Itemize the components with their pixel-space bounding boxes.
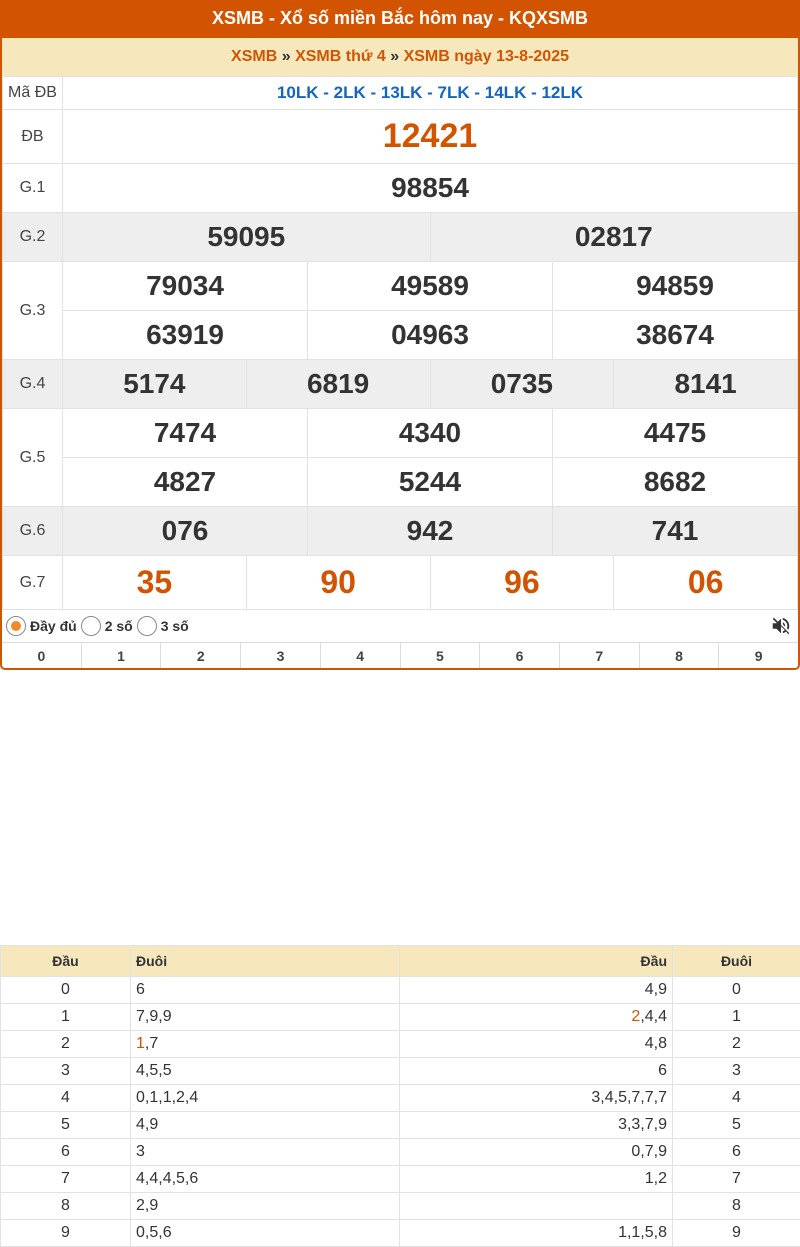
digit-filter-8[interactable]: 8 <box>640 643 720 669</box>
loto-head-values: 6 <box>658 1062 667 1079</box>
g1-label: G.1 <box>3 164 63 213</box>
g3-number: 49589 <box>308 262 553 311</box>
g5-number: 7474 <box>63 409 308 458</box>
loto-head-values: 4,9 <box>644 981 667 998</box>
table-row <box>1 1085 800 1112</box>
loto-header-duoi: Đuôi <box>673 946 800 977</box>
loto-digit: 5 <box>1 1112 131 1139</box>
g5-number: 4340 <box>308 409 553 458</box>
loto-digit: 5 <box>673 1112 800 1139</box>
loto-head-values: 4,8 <box>644 1035 667 1052</box>
g5-number: 4827 <box>63 458 308 507</box>
loto-digit: 7 <box>1 1166 131 1193</box>
loto-digit: 9 <box>673 1220 800 1247</box>
g3-number: 04963 <box>308 311 553 360</box>
display-options <box>2 610 798 642</box>
g7-number: 96 <box>430 556 614 610</box>
loto-header-duoi: Đuôi <box>131 946 400 977</box>
g4-label: G.4 <box>3 360 63 409</box>
madb-value: 10LK - 2LK - 13LK - 7LK - 14LK - 12LK <box>63 77 798 110</box>
table-row <box>1 1220 800 1247</box>
loto-digit: 9 <box>1 1220 131 1247</box>
g4-number: 0735 <box>430 360 614 409</box>
loto-tail <box>131 977 400 1004</box>
loto-table <box>0 945 800 1247</box>
table-row <box>1 1193 800 1220</box>
g5-label: G.5 <box>3 409 63 507</box>
loto-tail <box>131 1139 400 1166</box>
radio-two-digits[interactable] <box>81 616 101 636</box>
table-row <box>1 1112 800 1139</box>
breadcrumb-sep: » <box>390 48 400 65</box>
loto-tail <box>131 1220 400 1247</box>
loto-tail-values: 3 <box>136 1143 145 1160</box>
loto-digit: 0 <box>673 977 800 1004</box>
loto-digit: 3 <box>673 1058 800 1085</box>
loto-tail <box>131 1112 400 1139</box>
loto-digit: 4 <box>673 1085 800 1112</box>
loto-tail-values: 7,9,9 <box>136 1008 172 1025</box>
loto-digit: 1 <box>673 1004 800 1031</box>
breadcrumb-weekday[interactable]: XSMB thứ 4 <box>295 48 386 65</box>
loto-header-dau: Đầu <box>1 946 131 977</box>
loto-head <box>400 1220 673 1247</box>
loto-tail-values: 4,4,4,5,6 <box>136 1170 199 1187</box>
breadcrumb-xsmb[interactable]: XSMB <box>231 48 278 65</box>
loto-head-values: 1,2 <box>644 1170 667 1187</box>
breadcrumb-date[interactable]: XSMB ngày 13-8-2025 <box>403 48 569 65</box>
option-three-label: 3 số <box>160 618 189 634</box>
loto-tail-values: 0,5,6 <box>136 1224 172 1241</box>
option-two-label: 2 số <box>104 618 133 634</box>
loto-header-dau: Đầu <box>400 946 673 977</box>
digit-filter-9[interactable]: 9 <box>754 648 763 664</box>
breadcrumb-sep: » <box>281 48 291 65</box>
loto-digit: 3 <box>1 1058 131 1085</box>
g2-label: G.2 <box>3 213 63 262</box>
g2-number: 59095 <box>63 213 431 262</box>
table-row <box>1 1058 800 1085</box>
loto-head-values: 3,3,7,9 <box>618 1116 667 1133</box>
db-number: 12421 <box>63 110 798 164</box>
digit-filter-4[interactable]: 4 <box>321 643 401 669</box>
loto-tail <box>131 1166 400 1193</box>
loto-head-values: ,4,4 <box>640 1008 667 1025</box>
option-full-label: Đầy đủ <box>30 618 77 634</box>
volume-off-icon[interactable] <box>770 615 792 637</box>
g1-number: 98854 <box>63 164 798 213</box>
g3-number: 79034 <box>63 262 308 311</box>
loto-head <box>400 1112 673 1139</box>
loto-head <box>400 1031 673 1058</box>
table-row <box>1 1139 800 1166</box>
loto-tail-values: 6 <box>136 981 145 998</box>
loto-body <box>1 977 800 1247</box>
g7-label: G.7 <box>3 556 63 610</box>
digit-filter-2[interactable]: 2 <box>161 643 241 669</box>
option-two-digits[interactable] <box>81 616 133 636</box>
loto-digit: 0 <box>1 977 131 1004</box>
loto-tail <box>131 1031 400 1058</box>
g5-number: 4475 <box>553 409 798 458</box>
loto-tail-values: ,7 <box>144 1035 159 1052</box>
g3-number: 63919 <box>63 311 308 360</box>
digit-filter-3[interactable]: 3 <box>241 643 321 669</box>
loto-digit: 2 <box>673 1031 800 1058</box>
page-title: XSMB - Xổ số miền Bắc hôm nay - KQXSMB <box>2 0 798 38</box>
breadcrumb <box>2 38 798 76</box>
loto-head-values: 0,7,9 <box>631 1143 667 1160</box>
g7-number: 06 <box>614 556 798 610</box>
loto-head <box>400 1166 673 1193</box>
loto-digit: 8 <box>1 1193 131 1220</box>
g5-number: 5244 <box>308 458 553 507</box>
loto-tail-values: 2,9 <box>136 1197 159 1214</box>
radio-full[interactable] <box>6 616 26 636</box>
loto-head-values: 3,4,5,7,7,7 <box>591 1089 667 1106</box>
option-three-digits[interactable] <box>137 616 189 636</box>
loto-head <box>400 1139 673 1166</box>
loto-head <box>400 1058 673 1085</box>
loto-tail <box>131 1004 400 1031</box>
g6-number: 741 <box>553 507 798 556</box>
loto-tail <box>131 1085 400 1112</box>
loto-head <box>400 1085 673 1112</box>
digit-filter-1[interactable]: 1 <box>82 643 162 669</box>
loto-head <box>400 977 673 1004</box>
loto-digit: 6 <box>1 1139 131 1166</box>
digit-filter-6[interactable]: 6 <box>480 643 560 669</box>
g7-number: 90 <box>246 556 430 610</box>
g7-number: 35 <box>63 556 247 610</box>
digit-filter-0[interactable]: 0 <box>2 643 82 669</box>
loto-digit: 8 <box>673 1193 800 1220</box>
table-row <box>1 1166 800 1193</box>
loto-digit: 7 <box>673 1166 800 1193</box>
loto-head-highlight: 2 <box>631 1008 641 1025</box>
table-row <box>1 1004 800 1031</box>
loto-digit: 1 <box>1 1004 131 1031</box>
loto-tail <box>131 1193 400 1220</box>
loto-digit: 2 <box>1 1031 131 1058</box>
results-table <box>2 76 798 610</box>
g3-label: G.3 <box>3 262 63 360</box>
loto-tail-values: 4,9 <box>136 1116 159 1133</box>
g3-number: 38674 <box>553 311 798 360</box>
loto-tail <box>131 1058 400 1085</box>
g4-number: 6819 <box>246 360 430 409</box>
g2-number: 02817 <box>430 213 798 262</box>
loto-head <box>400 1004 673 1031</box>
g5-number: 8682 <box>553 458 798 507</box>
loto-head-values: 1,1,5,8 <box>618 1224 667 1241</box>
loto-tail-highlight: 1 <box>136 1035 145 1052</box>
loto-tail-values: 4,5,5 <box>136 1062 172 1079</box>
loto-head <box>400 1193 673 1220</box>
g3-number: 94859 <box>553 262 798 311</box>
digit-filter-7[interactable]: 7 <box>560 643 640 669</box>
g6-number: 076 <box>63 507 308 556</box>
db-label: ĐB <box>3 110 63 164</box>
option-full[interactable] <box>6 616 77 636</box>
radio-three-digits[interactable] <box>137 616 157 636</box>
digit-filter-5[interactable]: 5 <box>401 643 481 669</box>
madb-label: Mã ĐB <box>3 77 63 110</box>
loto-digit: 4 <box>1 1085 131 1112</box>
table-row <box>1 977 800 1004</box>
loto-tail-values: 0,1,1,2,4 <box>136 1089 199 1106</box>
table-row <box>1 1031 800 1058</box>
g6-label: G.6 <box>3 507 63 556</box>
loto-digit: 6 <box>673 1139 800 1166</box>
g4-number: 8141 <box>614 360 798 409</box>
digit-filter <box>2 642 798 669</box>
g4-number: 5174 <box>63 360 247 409</box>
g6-number: 942 <box>308 507 553 556</box>
